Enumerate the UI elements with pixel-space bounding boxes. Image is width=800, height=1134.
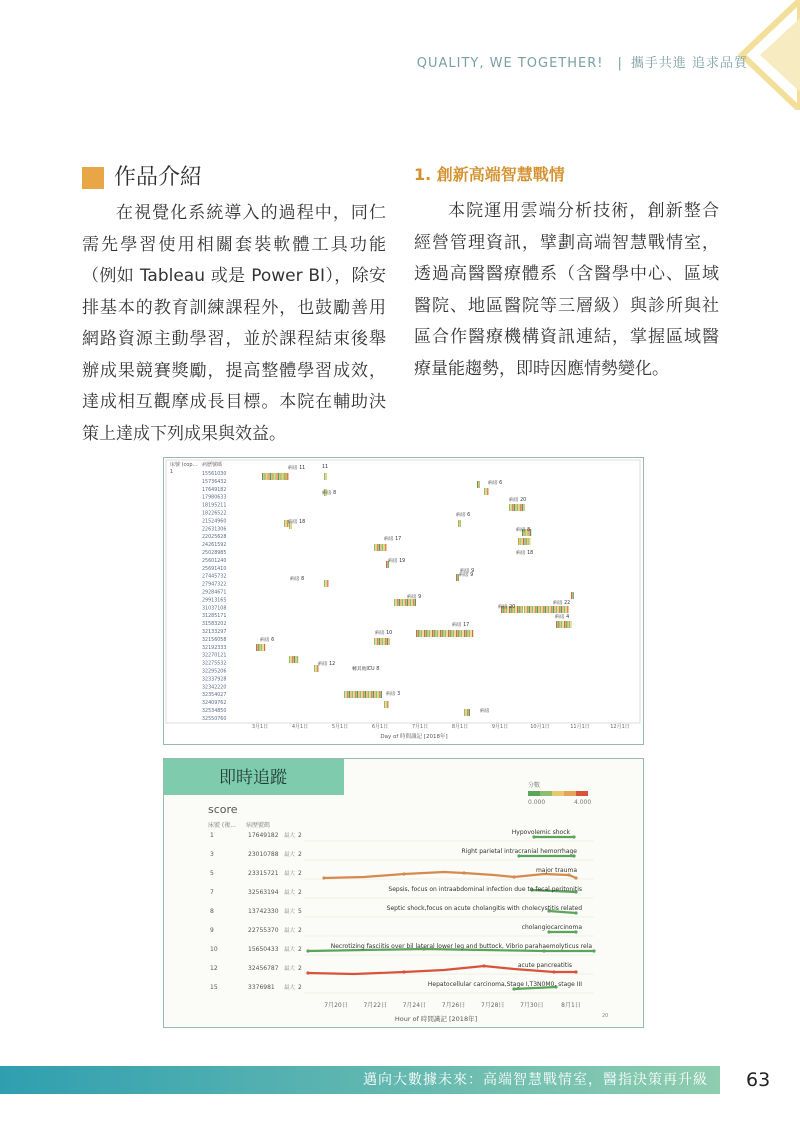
row-side-label: 最大 [284, 852, 296, 858]
patient-row [210, 924, 594, 936]
tracking-tick-label: 7月30日 [520, 1002, 544, 1009]
diagnosis-label: major trauma [535, 867, 577, 874]
ward-label: 病房 8 [290, 577, 305, 582]
legend-swatch [552, 791, 564, 796]
tracking-tick-label: 7月26日 [441, 1002, 466, 1009]
col-mrn-header-2: 病歷號碼 [246, 822, 271, 829]
legend-title: 分數 [528, 782, 541, 789]
right-paragraph: 本院運用雲端分析技術，創新整合經營管理資訊，擘劃高端智慧戰情室，透過高醫醫療體系（含醫學中心、區域醫院、地區醫院等三層級）與診所與社區合作醫療機構資訊連結，掌握區域醫療量能趨勢，即時因應情勢變化。 [414, 201, 719, 379]
row-score: 2 [298, 927, 302, 934]
row-bed: 12 [210, 965, 218, 972]
diagnosis-label: Septic shock,focus on acute cholangitis with cholecystitis related [386, 905, 582, 912]
row-mrn: 32563194 [248, 889, 279, 896]
col-bed-header: 床號 (cop... [170, 462, 198, 468]
patient-row [210, 905, 594, 917]
patient-row [210, 962, 594, 975]
stay-bar [284, 473, 288, 480]
score-point [306, 949, 309, 952]
header-chinese: 攜手共進 追求品質 [630, 56, 748, 71]
mrn-label: 25601240 [202, 558, 227, 564]
row-side-label: 最大 [284, 890, 296, 896]
section-title-text: 作品介紹 [114, 165, 203, 190]
score-point [402, 970, 405, 973]
ward-label: 病房 20 [509, 498, 527, 503]
row-mrn: 3376981 [248, 984, 275, 991]
mrn-label: 32192333 [202, 645, 227, 651]
score-point [574, 876, 577, 879]
mrn-label: 32337928 [202, 677, 227, 683]
mrn-label: 22025628 [202, 535, 227, 541]
timeline-tick-label: 9月1日 [491, 724, 509, 730]
timeline-chart [164, 458, 643, 744]
tracking-title: 即時追蹤 [219, 768, 287, 788]
ward-label: 病房 8 [322, 491, 337, 496]
mrn-label: 27947322 [202, 582, 227, 588]
mrn-label: 32534850 [202, 709, 227, 714]
patient-row [210, 886, 594, 898]
timeline-tick-label: 3月1日 [251, 724, 269, 730]
row-score: 2 [298, 984, 302, 991]
row-bed: 9 [210, 927, 214, 934]
score-point [482, 964, 485, 967]
col-bed-header-2: 床號 (複... [208, 822, 236, 829]
timeline-tick-label: 4月1日 [291, 724, 309, 730]
score-point [574, 970, 577, 973]
row-side-label: 最大 [284, 928, 296, 934]
row-side-label: 最大 [284, 833, 296, 839]
ward-label: 病房 4 [555, 615, 570, 620]
row-bed: 8 [210, 908, 214, 915]
score-point [306, 971, 309, 974]
tracking-tick-label: 8月1日 [561, 1002, 581, 1009]
row-score: 2 [298, 832, 302, 839]
row-mrn: 23010788 [248, 851, 279, 858]
row-mrn: 23315721 [248, 870, 279, 877]
mrn-label: 31583202 [202, 622, 227, 628]
tracking-tick-label: 7月28日 [480, 1002, 505, 1009]
ward-label: 病房 6 [456, 513, 471, 518]
ward-label: 病房 10 [375, 631, 393, 636]
mrn-label: 32409762 [202, 701, 227, 707]
mrn-label: 29913165 [202, 598, 227, 604]
tracking-chart [164, 759, 643, 1027]
ward-label: 病房 18 [516, 551, 534, 556]
ward-label: 病房 12 [318, 662, 336, 667]
row-side-label: 最大 [284, 985, 296, 991]
row-bed: 3 [210, 851, 214, 858]
row-mrn: 15650433 [248, 946, 279, 953]
row-side-label: 最大 [284, 947, 296, 953]
diagnosis-label: Right parietal intracranial hemorrhage [461, 848, 577, 855]
score-point [462, 871, 465, 874]
score-point [402, 872, 405, 875]
row-mrn: 32456787 [248, 965, 279, 972]
mrn-label: 21524960 [202, 519, 227, 525]
row-mrn: 17649182 [248, 832, 279, 839]
mrn-label: 32354027 [202, 693, 227, 699]
timeline-tick-label: 8月1日 [451, 724, 469, 730]
row-score: 5 [298, 908, 302, 915]
mrn-label: 32270121 [202, 653, 227, 659]
row-side-label: 最大 [284, 966, 296, 972]
section-marker-icon [82, 167, 104, 189]
ward-label: 病房 6 [260, 638, 275, 643]
row-score: 2 [298, 965, 302, 972]
patient-row [210, 867, 594, 880]
footer-text: 邁向大數據未來：高端智慧戰情室，醫指決策再升級 [363, 1072, 708, 1088]
row-bed: 10 [210, 946, 218, 953]
stay-bar [324, 580, 328, 587]
running-header: QUALITY, WE TOGETHER! | 攜手共進 追求品質 [416, 56, 748, 71]
ward-label: 病房 9 [407, 595, 422, 600]
mrn-label: 29284671 [202, 590, 227, 596]
ward-label: 病房 3 [386, 692, 401, 697]
ward-label: 11 [322, 465, 329, 470]
header-english: QUALITY, WE TOGETHER! [416, 56, 604, 71]
ward-label: 病房 8 [516, 528, 531, 533]
mrn-label: 24261592 [202, 543, 227, 549]
mrn-label: 15561030 [202, 472, 227, 477]
mrn-label: 32342220 [202, 685, 227, 691]
diagnosis-label: Sepsis, focus on intraabdominal infection due to fecal peritonitis [388, 886, 582, 893]
patient-row [210, 829, 594, 841]
patient-row [210, 981, 594, 993]
patient-row [210, 848, 594, 860]
mrn-label: 32295206 [202, 669, 227, 675]
stay-bar [384, 701, 388, 708]
tracking-tick-label: 7月24日 [402, 1002, 427, 1009]
timeline-tick-label: 12月1日 [610, 724, 630, 730]
mrn-label: 17649182 [202, 487, 227, 493]
col-mrn-header: 病歷號碼 [202, 462, 223, 468]
score-point [572, 835, 575, 838]
realtime-tracking-screenshot [163, 758, 644, 1028]
mrn-label: 31037108 [202, 606, 227, 612]
page-number: 63 [746, 1069, 771, 1091]
diagnosis-label: Necrotizing fasciitis over bil lateral lower leg and buttock, Vibrio parahaemolyticus rela [330, 943, 592, 950]
mrn-label: 17980633 [202, 495, 227, 501]
ward-label: 病房 9 [459, 573, 474, 578]
row-side-label: 最大 [284, 871, 296, 877]
ward-label: 病房 9 [460, 569, 475, 574]
ward-label: 病房 17 [384, 537, 402, 542]
mrn-label: 31285171 [202, 614, 227, 620]
left-paragraph: 在視覺化系統導入的過程中，同仁需先學習使用相關套裝軟體工具功能（例如 Tableau 或是 Power BI），除安排基本的教育訓練課程外，也鼓勵善用網路資源主動學習，並於課程結束後舉辦成果競賽獎勵，提高整體學習成效，達成相互觀摩成長目標。本院在輔助決策上達成下列成果與效益。 [82, 203, 386, 444]
timeline-x-axis-label: Day of 時間識記 [2018年] [380, 734, 448, 740]
mrn-label: 22631306 [202, 527, 227, 533]
patient-row [210, 943, 596, 955]
corner-number: 20 [602, 1013, 609, 1019]
mrn-label: 18195211 [202, 503, 227, 509]
row-score: 2 [298, 851, 302, 858]
ward-label: 病房 22 [553, 601, 571, 606]
diagnosis-label: cholangiocarcinoma [521, 924, 582, 931]
mrn-label: 32275532 [202, 661, 227, 667]
timeline-dashboard-screenshot [163, 457, 644, 745]
timeline-tick-label: 5月1日 [331, 724, 349, 730]
mrn-label: 32133297 [202, 630, 227, 635]
mrn-label: 32156058 [202, 637, 227, 643]
timeline-tick-label: 11月1日 [570, 724, 590, 730]
diagnosis-label: Hepatocellular carcinoma,Stage I,T3N0M0, stage III [427, 981, 582, 988]
row-bed: 7 [210, 889, 214, 896]
section-title [82, 164, 386, 192]
left-column [82, 164, 386, 450]
row-bed: 1 [210, 832, 214, 839]
legend-swatch [540, 791, 552, 796]
first-bed-number: 1 [170, 469, 174, 475]
tracking-x-axis-label: Hour of 時間識記 [2018年] [394, 1015, 478, 1023]
right-column [414, 164, 719, 385]
score-point [552, 970, 555, 973]
tracking-tick-label: 7月22日 [363, 1002, 387, 1009]
legend-swatch [528, 791, 540, 796]
legend-min: 0.000 [528, 799, 546, 806]
diagnosis-label: Hypovolemic shock [511, 829, 570, 836]
mrn-label: 25691410 [202, 566, 227, 572]
ward-label: 病房 11 [288, 466, 306, 471]
mrn-label: 15736432 [202, 479, 227, 485]
timeline-tick-label: 10月1日 [530, 724, 550, 730]
legend-swatch [564, 791, 576, 796]
row-score: 2 [298, 889, 302, 896]
row-bed: 5 [210, 870, 214, 877]
row-mrn: 22755370 [248, 927, 279, 934]
ward-label: 病房 20 [498, 605, 516, 610]
row-side-label: 最大 [284, 909, 296, 915]
tracking-tick-label: 7月20日 [324, 1002, 348, 1009]
timeline-tick-label: 6月1日 [371, 724, 389, 730]
ward-label: 轉其他ICU 8 [352, 667, 380, 672]
legend-swatch [576, 791, 588, 796]
row-mrn: 13742330 [248, 908, 279, 915]
row-bed: 15 [210, 984, 218, 991]
mrn-label: 27445732 [202, 574, 227, 580]
ward-label: 病房 [480, 709, 490, 714]
diagnosis-label: acute pancreatitis [517, 962, 572, 969]
ward-label: 病房 19 [388, 559, 406, 564]
mrn-label: 25028985 [202, 551, 227, 556]
score-point [592, 949, 595, 952]
mrn-label: 32550760 [202, 716, 227, 722]
row-score: 2 [298, 870, 302, 877]
legend-max: 4.000 [574, 799, 592, 806]
row-score: 2 [298, 946, 302, 953]
stay-bar [484, 488, 488, 495]
sub-title: 1. 創新高端智慧戰情 [414, 165, 565, 184]
score-label: score [208, 803, 238, 816]
timeline-tick-label: 7月1日 [411, 724, 429, 730]
ward-label: 病房 17 [452, 623, 470, 628]
ward-label: 病房 6 [488, 481, 503, 486]
score-point [322, 876, 325, 879]
ward-label: 病房 18 [288, 520, 306, 525]
mrn-label: 18226522 [202, 511, 227, 517]
score-point [512, 875, 515, 878]
